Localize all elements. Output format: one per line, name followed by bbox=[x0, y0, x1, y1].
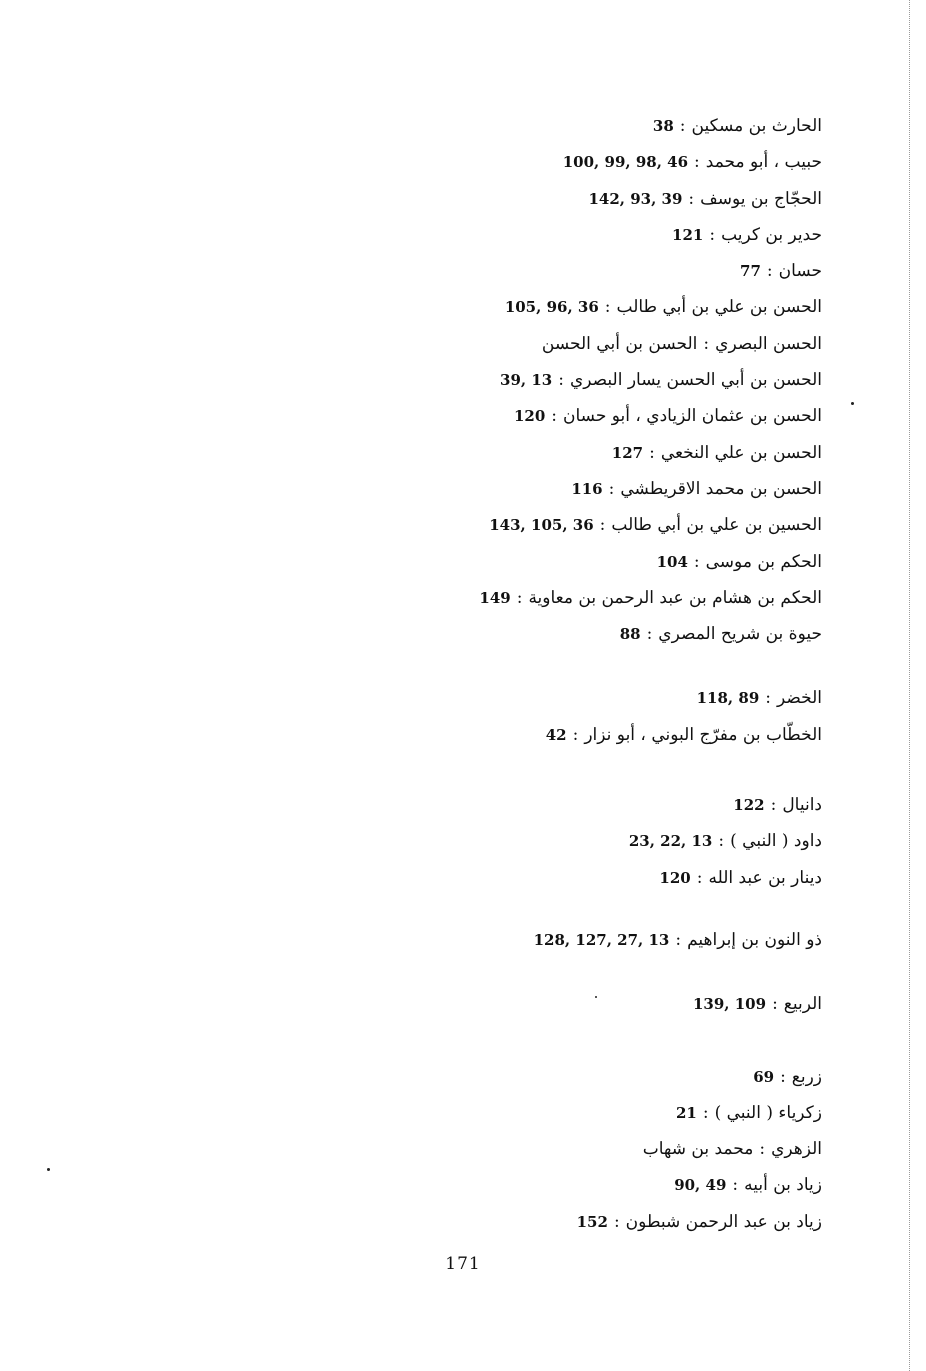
entry-separator: : bbox=[558, 370, 564, 391]
index-entry bbox=[302, 1095, 822, 1131]
index-entry bbox=[302, 1167, 822, 1203]
index-entry bbox=[302, 1059, 822, 1095]
index-entry bbox=[302, 823, 822, 859]
entry-pages: 127 bbox=[611, 443, 644, 462]
scan-speck bbox=[851, 402, 854, 405]
index-group bbox=[302, 1059, 822, 1240]
entry-name: زياد بن أبيه bbox=[744, 1175, 822, 1196]
entry-name: الحارث بن مسكين bbox=[691, 116, 822, 136]
entry-pages: 142, 93, 39 bbox=[588, 189, 683, 208]
entry-pages: 116 bbox=[571, 479, 603, 498]
entry-separator: : bbox=[718, 831, 725, 852]
entry-separator: : bbox=[604, 297, 611, 318]
entry-separator: : bbox=[703, 333, 710, 354]
entry-name: زياد بن عبد الرحمن شبطون bbox=[625, 1211, 822, 1232]
entry-separator: : bbox=[646, 624, 653, 645]
entry-pages: 105, 96, 36 bbox=[504, 298, 599, 317]
entry-name: ذو النون بن إبراهيم bbox=[687, 929, 822, 950]
entry-separator: : bbox=[694, 152, 700, 173]
entry-name: زكرياء ( النبي ) bbox=[714, 1102, 822, 1123]
index-entry bbox=[302, 362, 822, 398]
entry-name: الحجّاج بن يوسف bbox=[700, 188, 822, 209]
entry-pages: 120 bbox=[659, 868, 691, 887]
entry-name: الحسين بن علي بن أبي طالب bbox=[611, 515, 822, 536]
index-entry bbox=[302, 580, 822, 616]
entry-name: الحسن بن عثمان الزيادي ، أبو حسان bbox=[563, 406, 822, 427]
index-group bbox=[302, 680, 822, 753]
index-group bbox=[302, 922, 822, 958]
page-number: 171 bbox=[445, 1254, 481, 1274]
entry-pages: 100, 99, 98, 46 bbox=[562, 153, 689, 172]
entry-separator: : bbox=[709, 224, 716, 245]
scan-speck bbox=[47, 1168, 50, 1171]
index-entry bbox=[302, 289, 822, 325]
entry-pages: 88 bbox=[619, 625, 641, 644]
group-gap bbox=[302, 1023, 822, 1059]
entry-pages: 120 bbox=[513, 407, 546, 426]
group-gap bbox=[302, 896, 822, 922]
entry-name: داود ( النبي ) bbox=[730, 831, 822, 852]
entry-separator: : bbox=[613, 1211, 620, 1232]
index-entry bbox=[302, 507, 822, 543]
index-entry bbox=[302, 680, 822, 716]
entry-separator: : bbox=[516, 587, 523, 608]
entry-separator: : bbox=[766, 261, 773, 282]
index-entry bbox=[302, 398, 822, 434]
index-entry bbox=[302, 108, 822, 144]
entry-separator: : bbox=[696, 867, 703, 888]
entry-separator: : bbox=[551, 406, 558, 427]
index-entry bbox=[302, 544, 822, 580]
entry-name: الحكم بن هشام بن عبد الرحمن بن معاوية bbox=[528, 587, 822, 608]
entry-name: الحسن بن محمد الاقريطشي bbox=[620, 478, 822, 499]
index-entry bbox=[302, 616, 822, 652]
entry-pages: 118, 89 bbox=[696, 689, 760, 708]
entry-separator: : bbox=[780, 1066, 786, 1087]
entry-separator: : bbox=[770, 795, 777, 816]
group-gap bbox=[302, 958, 822, 986]
index-group bbox=[302, 787, 822, 896]
entry-separator: : bbox=[732, 1175, 739, 1196]
scan-edge-rule bbox=[909, 0, 910, 1371]
entry-pages: 128, 127, 27, 13 bbox=[533, 930, 670, 949]
entry-separator: : bbox=[759, 1139, 766, 1160]
entry-pages: 21 bbox=[675, 1103, 697, 1122]
entry-separator: : bbox=[599, 515, 606, 536]
index-entry bbox=[302, 253, 822, 289]
group-gap bbox=[302, 753, 822, 787]
index-entry bbox=[302, 144, 822, 180]
entry-name: الخضر bbox=[777, 688, 822, 709]
name-index bbox=[302, 108, 822, 1240]
index-entry bbox=[302, 471, 822, 507]
entry-pages: 152 bbox=[576, 1212, 608, 1231]
entry-name: الحسن بن علي النخعي bbox=[660, 442, 822, 463]
entry-name: دانيال bbox=[782, 795, 822, 816]
entry-separator: : bbox=[649, 442, 655, 463]
index-entry bbox=[302, 1204, 822, 1240]
entry-pages: 90, 49 bbox=[674, 1176, 727, 1195]
entry-separator: : bbox=[765, 688, 771, 709]
entry-separator: : bbox=[608, 478, 615, 499]
entry-pages: 143, 105, 36 bbox=[489, 516, 594, 535]
entry-name: حيوة بن شريح المصري bbox=[658, 624, 822, 645]
entry-name: الخطّاب بن مفرّج البوني ، أبو نزار bbox=[584, 724, 822, 745]
entry-separator: : bbox=[688, 188, 695, 209]
entry-name: حدير بن كريب bbox=[721, 224, 822, 245]
entry-name: دينار بن عبد الله bbox=[708, 867, 822, 888]
entry-name: الحكم بن موسى bbox=[705, 551, 822, 572]
entry-pages: 122 bbox=[733, 796, 765, 815]
entry-separator: : bbox=[572, 724, 579, 745]
entry-pages: 77 bbox=[740, 262, 761, 281]
index-entry bbox=[302, 217, 822, 253]
index-entry bbox=[302, 1131, 822, 1167]
entry-pages: 104 bbox=[656, 552, 688, 571]
entry-name: الحسن البصري bbox=[715, 333, 822, 354]
index-group bbox=[302, 108, 822, 652]
index-entry bbox=[302, 986, 822, 1022]
entry-pages: محمد بن شهاب bbox=[642, 1139, 754, 1160]
entry-pages: 139, 109 bbox=[692, 995, 767, 1014]
entry-pages: 149 bbox=[479, 588, 511, 607]
entry-name: الربيع bbox=[783, 994, 822, 1015]
index-entry bbox=[302, 860, 822, 896]
entry-pages: 39, 13 bbox=[500, 371, 553, 390]
entry-name: زربع bbox=[791, 1066, 822, 1087]
entry-name: حسان bbox=[778, 261, 822, 282]
entry-pages: 69 bbox=[753, 1067, 775, 1086]
index-entry bbox=[302, 717, 822, 753]
index-entry bbox=[302, 435, 822, 471]
index-group bbox=[302, 986, 822, 1022]
entry-separator: : bbox=[675, 929, 682, 950]
entry-name: الزهري bbox=[771, 1139, 822, 1160]
entry-pages: الحسن بن أبي الحسن bbox=[541, 333, 698, 354]
entry-pages: 23, 22, 13 bbox=[628, 832, 713, 851]
entry-name: حبيب ، أبو محمد bbox=[705, 152, 822, 173]
entry-name: الحسن بن أبي الحسن يسار البصري bbox=[569, 370, 822, 391]
entry-separator: : bbox=[772, 994, 778, 1015]
entry-pages: 121 bbox=[672, 225, 704, 244]
entry-separator: : bbox=[679, 116, 686, 136]
group-gap bbox=[302, 652, 822, 680]
index-entry bbox=[302, 326, 822, 362]
entry-pages: 38 bbox=[652, 117, 674, 135]
entry-separator: : bbox=[702, 1102, 709, 1123]
entry-separator: : bbox=[693, 551, 700, 572]
entry-name: الحسن بن علي بن أبي طالب bbox=[616, 297, 822, 318]
index-entry bbox=[302, 787, 822, 823]
index-entry bbox=[302, 922, 822, 958]
index-entry bbox=[302, 181, 822, 217]
entry-pages: 42 bbox=[545, 725, 567, 744]
